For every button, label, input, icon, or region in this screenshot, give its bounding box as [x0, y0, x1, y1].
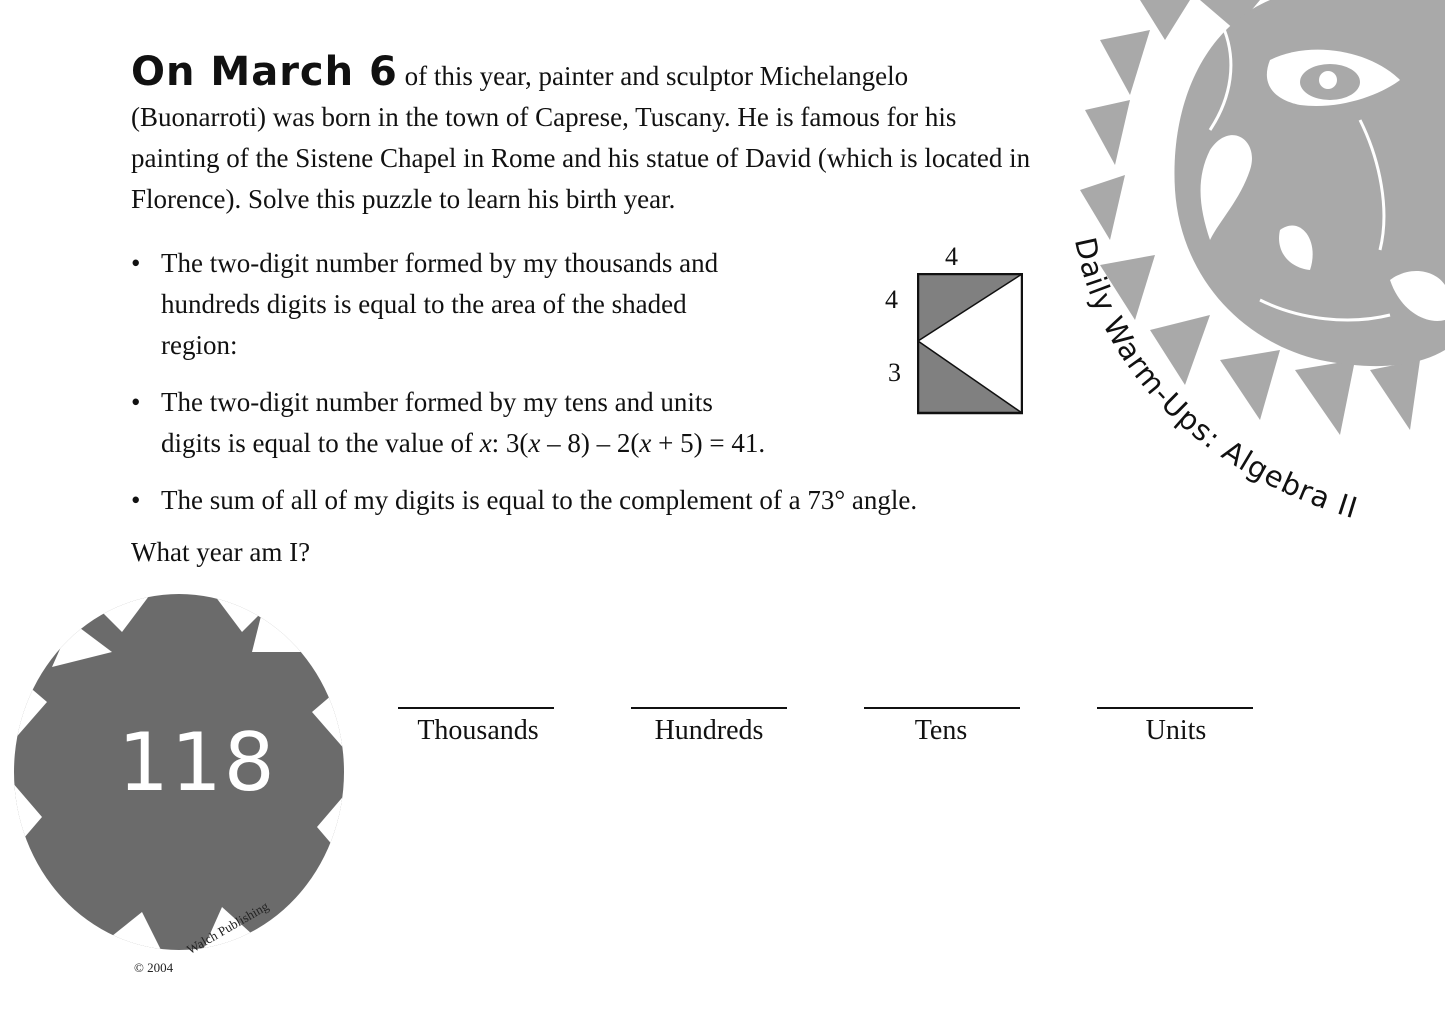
equation-variable: x: [528, 428, 541, 458]
equation-prefix: digits is equal to the value of: [161, 428, 480, 458]
equation-part: : 3(: [491, 428, 529, 458]
day-number: 118: [118, 716, 277, 809]
figure-left-label-lower: 3: [888, 358, 901, 387]
bullet-2-line-1: The two-digit number formed by my tens and units: [161, 387, 713, 417]
intro-text: of this year, painter and sculptor Michelangelo (Buonarroti) was born in the town of Caprese, Tuscany. He is famous for his painting of the Sistene Chapel in Rome and his statue of David (which is located in Florence). Solve this puzzle to learn his birth year.: [131, 61, 1031, 214]
bullet-3-text: The sum of all of my digits is equal to the complement of a 73° angle.: [161, 485, 918, 515]
bullet-1-line-3: region:: [161, 330, 238, 360]
bullet-1-text: [161, 243, 718, 366]
label-hundreds: Hundreds: [654, 715, 764, 746]
blank-hundreds[interactable]: [631, 707, 787, 709]
figure-left-label-upper: 4: [885, 285, 898, 314]
blank-thousands[interactable]: [398, 707, 554, 709]
question-text: What year am I?: [131, 537, 311, 567]
bullet-1-line-2: hundreds digits is equal to the area of the shaded: [161, 289, 687, 319]
bullet-1: [131, 243, 831, 368]
equation-variable: x: [639, 428, 652, 458]
figure-rectangle: [917, 273, 1023, 415]
blank-tens[interactable]: [864, 707, 1020, 709]
figure-top-label: 4: [945, 242, 958, 271]
svg-text:Daily Warm-Ups: Algebra II: [1068, 234, 1362, 525]
label-thousands: Thousands: [417, 715, 539, 746]
series-title: [1040, 230, 1445, 560]
intro-lead: On March 6: [131, 49, 398, 95]
shaded-region-figure: [870, 240, 1040, 430]
bullet-2: [131, 382, 891, 467]
intro-paragraph: [131, 49, 1041, 220]
bullet-1-line-1: The two-digit number formed by my thousands and: [161, 248, 719, 278]
equation-variable: x: [479, 428, 492, 458]
bullet-dot: •: [131, 485, 141, 515]
bullet-2-line-2: [161, 423, 765, 464]
equation-part: + 5) = 41.: [651, 428, 766, 458]
bullet-dot: •: [131, 387, 141, 417]
publisher-text: Walch Publishing: [184, 898, 271, 958]
equation-part: – 8) – 2(: [540, 428, 640, 458]
bullet-dot: •: [131, 248, 141, 278]
label-units: Units: [1145, 715, 1207, 746]
series-title-text: Daily Warm-Ups: Algebra II: [1067, 234, 1362, 526]
bullet-3: [131, 480, 1051, 522]
label-tens: Tens: [914, 715, 968, 746]
copyright-text: © 2004: [134, 960, 174, 975]
blank-units[interactable]: [1097, 707, 1253, 709]
bullet-2-text: [161, 382, 765, 464]
